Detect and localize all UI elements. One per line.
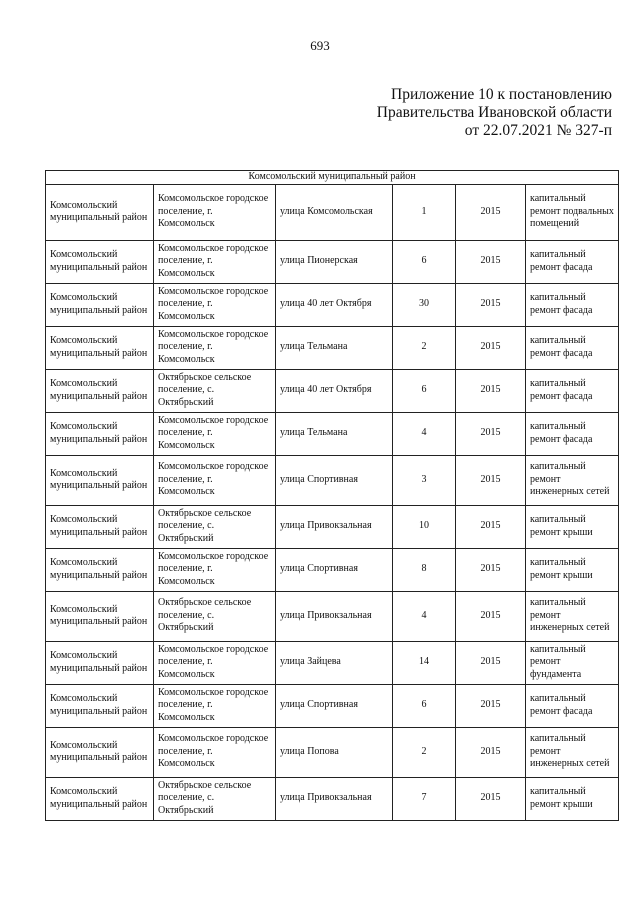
header-line-1: Приложение 10 к постановлению	[391, 86, 612, 103]
cell-street: улица Зайцева	[276, 641, 393, 684]
table-row	[46, 548, 619, 591]
cell-street: улица Тельмана	[276, 326, 393, 369]
cell-house: 10	[393, 505, 456, 548]
cell-house: 2	[393, 326, 456, 369]
cell-settlement: Комсомольское городское поселение, г. Комсомольск	[154, 455, 276, 505]
cell-settlement: Октябрьское сельское поселение, с. Октябрьский	[154, 369, 276, 412]
cell-house: 7	[393, 777, 456, 820]
table-row	[46, 240, 619, 283]
cell-house: 6	[393, 684, 456, 727]
cell-street: улица Привокзальная	[276, 591, 393, 641]
cell-district: Комсомольский муниципальный район	[46, 455, 154, 505]
table-row	[46, 369, 619, 412]
table-row	[46, 184, 619, 240]
table-row	[46, 326, 619, 369]
header-line-2: Правительства Ивановской области	[376, 104, 612, 121]
table-row	[46, 283, 619, 326]
table-row	[46, 412, 619, 455]
table-row	[46, 505, 619, 548]
cell-district: Комсомольский муниципальный район	[46, 727, 154, 777]
cell-street: улица Комсомольская	[276, 184, 393, 240]
cell-house: 14	[393, 641, 456, 684]
cell-work: капитальный ремонт фасада	[526, 412, 619, 455]
cell-work: капитальный ремонт фасада	[526, 369, 619, 412]
cell-street: улица 40 лет Октября	[276, 283, 393, 326]
cell-district: Комсомольский муниципальный район	[46, 184, 154, 240]
cell-year: 2015	[456, 184, 526, 240]
cell-street: улица Спортивная	[276, 684, 393, 727]
cell-district: Комсомольский муниципальный район	[46, 412, 154, 455]
table-row	[46, 777, 619, 820]
cell-year: 2015	[456, 283, 526, 326]
cell-street: улица Спортивная	[276, 455, 393, 505]
cell-settlement: Комсомольское городское поселение, г. Комсомольск	[154, 727, 276, 777]
cell-year: 2015	[456, 727, 526, 777]
cell-district: Комсомольский муниципальный район	[46, 591, 154, 641]
cell-settlement: Комсомольское городское поселение, г. Комсомольск	[154, 184, 276, 240]
cell-street: улица Попова	[276, 727, 393, 777]
cell-house: 1	[393, 184, 456, 240]
cell-settlement: Октябрьское сельское поселение, с. Октябрьский	[154, 591, 276, 641]
cell-district: Комсомольский муниципальный район	[46, 283, 154, 326]
repair-table	[45, 170, 619, 821]
cell-house: 8	[393, 548, 456, 591]
cell-street: улица Привокзальная	[276, 777, 393, 820]
cell-year: 2015	[456, 777, 526, 820]
cell-year: 2015	[456, 326, 526, 369]
cell-settlement: Октябрьское сельское поселение, с. Октябрьский	[154, 777, 276, 820]
section-title: Комсомольский муниципальный район	[46, 171, 619, 185]
cell-work: капитальный ремонт инженерных сетей	[526, 591, 619, 641]
cell-house: 2	[393, 727, 456, 777]
cell-year: 2015	[456, 455, 526, 505]
cell-settlement: Комсомольское городское поселение, г. Комсомольск	[154, 326, 276, 369]
cell-street: улица Тельмана	[276, 412, 393, 455]
cell-district: Комсомольский муниципальный район	[46, 684, 154, 727]
cell-work: капитальный ремонт фасада	[526, 283, 619, 326]
cell-year: 2015	[456, 240, 526, 283]
cell-street: улица Спортивная	[276, 548, 393, 591]
cell-settlement: Комсомольское городское поселение, г. Комсомольск	[154, 412, 276, 455]
cell-house: 6	[393, 240, 456, 283]
cell-year: 2015	[456, 548, 526, 591]
table-row	[46, 641, 619, 684]
cell-year: 2015	[456, 412, 526, 455]
cell-work: капитальный ремонт инженерных сетей	[526, 455, 619, 505]
cell-district: Комсомольский муниципальный район	[46, 777, 154, 820]
cell-district: Комсомольский муниципальный район	[46, 505, 154, 548]
cell-work: капитальный ремонт фундамента	[526, 641, 619, 684]
page-number: 693	[310, 38, 330, 53]
cell-street: улица 40 лет Октября	[276, 369, 393, 412]
table-row	[46, 591, 619, 641]
cell-settlement: Комсомольское городское поселение, г. Комсомольск	[154, 641, 276, 684]
cell-street: улица Пионерская	[276, 240, 393, 283]
cell-year: 2015	[456, 641, 526, 684]
table-row	[46, 727, 619, 777]
cell-settlement: Комсомольское городское поселение, г. Комсомольск	[154, 684, 276, 727]
cell-work: капитальный ремонт фасада	[526, 240, 619, 283]
cell-house: 4	[393, 591, 456, 641]
cell-work: капитальный ремонт инженерных сетей	[526, 727, 619, 777]
table-row	[46, 684, 619, 727]
cell-house: 6	[393, 369, 456, 412]
cell-house: 3	[393, 455, 456, 505]
cell-work: капитальный ремонт крыши	[526, 777, 619, 820]
cell-district: Комсомольский муниципальный район	[46, 326, 154, 369]
cell-settlement: Комсомольское городское поселение, г. Комсомольск	[154, 283, 276, 326]
cell-district: Комсомольский муниципальный район	[46, 369, 154, 412]
cell-district: Комсомольский муниципальный район	[46, 548, 154, 591]
cell-work: капитальный ремонт крыши	[526, 505, 619, 548]
cell-year: 2015	[456, 369, 526, 412]
table-row	[46, 455, 619, 505]
header-line-3: от 22.07.2021 № 327-п	[464, 122, 612, 139]
cell-settlement: Октябрьское сельское поселение, с. Октябрьский	[154, 505, 276, 548]
cell-work: капитальный ремонт фасада	[526, 326, 619, 369]
cell-district: Комсомольский муниципальный район	[46, 641, 154, 684]
cell-house: 4	[393, 412, 456, 455]
cell-work: капитальный ремонт фасада	[526, 684, 619, 727]
cell-house: 30	[393, 283, 456, 326]
cell-district: Комсомольский муниципальный район	[46, 240, 154, 283]
cell-year: 2015	[456, 591, 526, 641]
cell-year: 2015	[456, 684, 526, 727]
cell-work: капитальный ремонт подвальных помещений	[526, 184, 619, 240]
cell-year: 2015	[456, 505, 526, 548]
cell-street: улица Привокзальная	[276, 505, 393, 548]
cell-settlement: Комсомольское городское поселение, г. Комсомольск	[154, 240, 276, 283]
cell-settlement: Комсомольское городское поселение, г. Комсомольск	[154, 548, 276, 591]
cell-work: капитальный ремонт крыши	[526, 548, 619, 591]
